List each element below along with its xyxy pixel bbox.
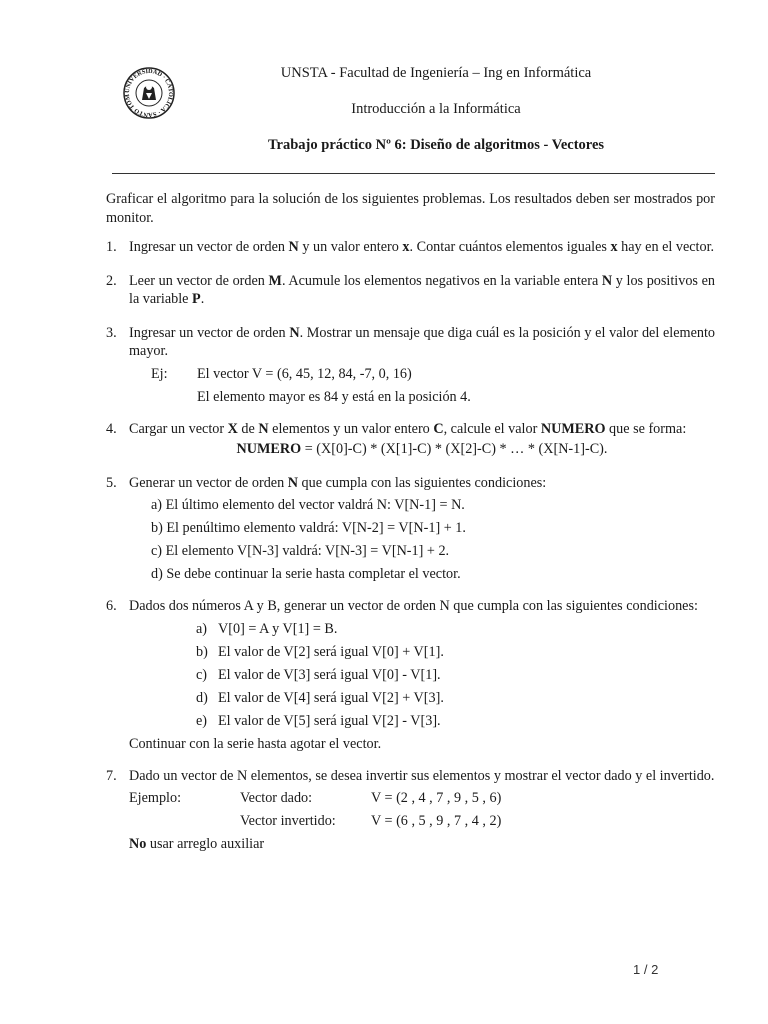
header-course: Introducción a la Informática — [351, 101, 521, 117]
condition-letter: e) — [196, 712, 208, 729]
bold-text: M — [268, 272, 282, 289]
exercise-number: 7. — [106, 767, 117, 784]
text-run: de — [237, 420, 259, 437]
vector-value: V = (6 , 5 , 9 , 7 , 4 , 2) — [371, 813, 502, 829]
example-line: El vector V = (6, 45, 12, 84, -7, 0, 16) — [197, 365, 412, 382]
condition-item — [196, 687, 715, 710]
exercise-3 — [106, 324, 715, 409]
example-label: Ejemplo: — [129, 790, 182, 806]
text-run: . Mostrar un mensaje que diga cuál es la posición y el valor del elemento mayor. — [129, 324, 715, 359]
text-run: Generar un vector de orden — [129, 474, 288, 491]
condition-item: a) El último elemento del vector valdrá N: V[N-1] = N. — [151, 497, 465, 513]
text-run: y los positivos en la variable — [129, 272, 715, 307]
text-run: que se forma: — [605, 420, 687, 437]
condition-item: b) El penúltimo elemento valdrá: V[N-2] = V[N-1] + 1. — [151, 520, 466, 536]
header-divider — [112, 173, 715, 174]
exercise-5-text — [129, 474, 715, 493]
condition-letter: a) — [196, 620, 208, 637]
bold-text: N — [258, 420, 269, 437]
vector-label: Vector invertido: — [240, 813, 336, 829]
bold-text: P — [192, 291, 201, 307]
condition-text: El valor de V[4] será igual V[2] + V[3]. — [218, 689, 444, 706]
condition-letter: c) — [196, 666, 208, 683]
text-run: hay en el vector. — [617, 239, 715, 255]
text-run: elementos y un valor entero — [268, 420, 434, 437]
bold-text: x — [402, 239, 410, 255]
spacer — [129, 810, 240, 833]
condition-item — [196, 664, 715, 687]
formula-text: = (X[0]-C) * (X[1]-C) * (X[2]-C) * … * (X[N-1]-C). — [301, 441, 608, 457]
condition-letter: d) — [196, 689, 208, 706]
text-run: . Contar cuántos elementos iguales — [409, 239, 611, 255]
text-run: Ingresar un vector de orden — [129, 239, 289, 255]
condition-text: El valor de V[5] será igual V[2] - V[3]. — [218, 712, 441, 729]
text-run: que cumpla con las siguientes condiciones: — [298, 474, 547, 491]
example-row — [129, 787, 715, 810]
example-row — [197, 386, 715, 409]
text-run: y un valor entero — [298, 239, 403, 255]
example-row — [129, 810, 715, 833]
intro-paragraph: Graficar el algoritmo para la solución de los siguientes problemas. Los resultados deben ser mostrados por monitor. — [106, 191, 715, 226]
document-body — [106, 190, 715, 856]
exercise-number: 6. — [106, 598, 117, 614]
exercise-6 — [106, 597, 715, 756]
condition-letter: b) — [196, 643, 208, 660]
exercise-4-text — [129, 420, 715, 439]
exercise-number: 4. — [106, 420, 117, 437]
text-run: Ingresar un vector de orden — [129, 324, 290, 341]
text-run: usar arreglo auxiliar — [146, 836, 265, 852]
condition-item — [196, 710, 715, 733]
text-run: Leer un vector de orden — [129, 272, 269, 289]
example-line: El elemento mayor es 84 y está en la posición 4. — [197, 388, 471, 405]
seal-ring-text: UNIVERSIDAD · CATOLICA · SANTO TOM — [123, 67, 175, 119]
condition-item — [196, 618, 715, 641]
condition-item — [196, 641, 715, 664]
bold-text: No — [129, 836, 147, 852]
condition-list — [151, 494, 715, 586]
exercise-7 — [106, 767, 715, 857]
header-institution: UNSTA - Facultad de Ingeniería – Ing en Informática — [280, 65, 592, 81]
exercise-1 — [106, 238, 715, 257]
bold-text: C — [433, 420, 444, 437]
text-run: . Acumule los elementos negativos en la variable entera — [281, 272, 602, 289]
exercise-number: 2. — [106, 272, 117, 289]
text-run: . — [200, 291, 205, 307]
page-number: 1 / 2 — [633, 962, 659, 977]
bold-text: N — [288, 239, 299, 255]
text-run: , calcule el valor — [443, 420, 541, 437]
bold-text: X — [227, 420, 238, 437]
continuation-note: Continuar con la serie hasta agotar el vector. — [129, 735, 382, 752]
bold-text: N — [289, 324, 300, 341]
exercise-6-text: Dados dos números A y B, generar un vector de orden N que cumpla con las siguientes condiciones: — [129, 598, 698, 614]
condition-item: d) Se debe continuar la serie hasta completar el vector. — [151, 566, 461, 582]
example-row — [151, 363, 715, 386]
exercise-2 — [106, 272, 715, 309]
vector-label: Vector dado: — [240, 790, 313, 806]
constraint-note — [129, 833, 715, 856]
bold-text: x — [610, 239, 618, 255]
page-title: Trabajo práctico Nº 6: Diseño de algoritmos - Vectores — [267, 137, 605, 153]
exercise-4 — [106, 420, 715, 459]
bold-text: NUMERO — [540, 420, 606, 437]
condition-item: c) El elemento V[N-3] valdrá: V[N-3] = V[N-1] + 2. — [151, 543, 450, 559]
bold-text: N — [287, 474, 298, 491]
exercise-number: 1. — [106, 239, 117, 255]
exercise-number: 3. — [106, 324, 117, 341]
condition-list — [196, 618, 715, 733]
condition-text: El valor de V[3] será igual V[0] - V[1]. — [218, 666, 441, 683]
example-label: Ej: — [151, 365, 168, 382]
exercise-5 — [106, 474, 715, 587]
exercise-3-text — [129, 324, 715, 361]
bold-text: N — [601, 272, 613, 289]
exercise-7-text: Dado un vector de N elementos, se desea invertir sus elementos y mostrar el vector dado y el invertido. — [129, 767, 715, 784]
vector-value: V = (2 , 4 , 7 , 9 , 5 , 6) — [371, 790, 502, 806]
text-run: Cargar un vector — [129, 420, 228, 437]
formula-line — [129, 440, 715, 459]
exercise-number: 5. — [106, 474, 117, 491]
condition-text: V[0] = A y V[1] = B. — [218, 620, 338, 637]
condition-text: El valor de V[2] será igual V[0] + V[1]. — [218, 643, 444, 660]
bold-text: NUMERO — [236, 441, 302, 457]
